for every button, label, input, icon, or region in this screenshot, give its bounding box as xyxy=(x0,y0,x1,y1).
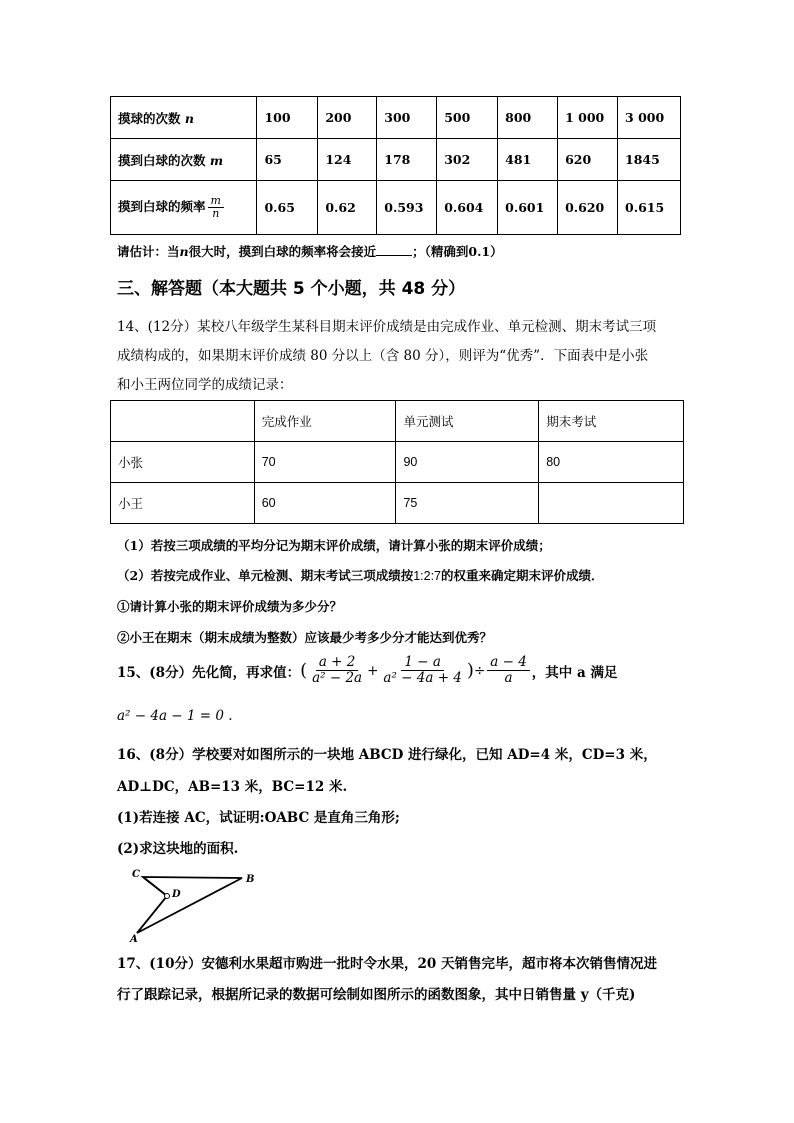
table-cell: 0.604 xyxy=(437,181,498,235)
table-row xyxy=(111,181,681,235)
table-cell: 481 xyxy=(498,139,558,181)
table-cell: 0.593 xyxy=(377,181,437,235)
table-header: 单元测试 xyxy=(396,401,539,442)
table-cell: 60 xyxy=(254,483,396,524)
table-cell: 0.62 xyxy=(318,181,377,235)
table-cell: 0.65 xyxy=(257,181,318,235)
table-header: 期末考试 xyxy=(539,401,684,442)
q14-part2: （2）若按完成作业、单元检测、期末考试三项成绩按1:2:7的权重来确定期末评价成绩． xyxy=(117,568,604,583)
table-cell: 65 xyxy=(257,139,318,181)
row-label: 摸到白球的频率 $\frac{m}{n}$ xyxy=(111,181,257,235)
table-cell: 3 000 xyxy=(618,97,681,139)
table-cell: 124 xyxy=(318,139,377,181)
table-cell: 500 xyxy=(437,97,498,139)
table-cell: 302 xyxy=(437,139,498,181)
label-a: A xyxy=(130,934,138,945)
table-cell xyxy=(539,483,684,524)
q16-line4: (2)求这块地的面积. xyxy=(117,841,239,857)
table-cell: 90 xyxy=(396,442,539,483)
q16-line1: 16、(8分）学校要对如图所示的一块地 ABCD 进行绿化，已知 AD=4 米，CD=3 米， xyxy=(117,747,657,763)
table-row xyxy=(111,442,684,483)
fraction: $\frac{1 - a}{\text{a² − 4a + 4}}$ xyxy=(383,654,462,686)
q14-line1: 14、(12分）某校八年级学生某科目期末评价成绩是由完成作业、单元检测、期末考试三项 xyxy=(117,319,657,335)
table-row xyxy=(111,483,684,524)
table-cell: 70 xyxy=(254,442,396,483)
q14-line3: 和小王两位同学的成绩记录： xyxy=(117,377,293,393)
table-cell: 75 xyxy=(396,483,539,524)
label-c: C xyxy=(132,869,140,880)
table-cell: 小王 xyxy=(111,483,255,524)
q17-line2: 行了跟踪记录，根据所记录的数据可绘制如图所示的函数图象，其中日销售量 y（千克) xyxy=(117,987,636,1003)
right-angle-marker xyxy=(165,894,170,899)
estimate-line: 请估计：当n很大时，摸到白球的频率将会接近 ；（精确到0.1） xyxy=(117,244,503,259)
q17-line1: 17、(10分）安德利水果超市购进一批时令水果，20 天销售完毕，超市将本次销售情况进 xyxy=(117,956,657,972)
score-table xyxy=(110,400,684,524)
fraction: $\frac{a + 2}{\text{a² − 2a}}$ xyxy=(312,654,363,686)
row-label: 摸到白球的次数 m xyxy=(111,139,257,181)
table-cell: 0.615 xyxy=(618,181,681,235)
diagonal-ac xyxy=(143,877,167,896)
q15-line1: 15、(8分）先化简，再求值： ( $\frac{a + 2}{\text{a² − 2a}}$ + $\frac{1 - a}{\text{a² − 4a + 4}}$ ) ÷ $\frac{a - 4}{a}$ ，其中 a 满足 xyxy=(117,654,618,686)
table-cell: 620 xyxy=(558,139,618,181)
table-cell: 1845 xyxy=(618,139,681,181)
answer-blank xyxy=(376,243,412,256)
table-row xyxy=(111,97,681,139)
table-cell: 0.620 xyxy=(558,181,618,235)
table-cell: 300 xyxy=(377,97,437,139)
table-header-row xyxy=(111,401,684,442)
q14-line2: 成绩构成的，如果期末评价成绩 80 分以上（含 80 分），则评为“优秀”．下面表中是小张 xyxy=(117,348,649,364)
table-cell: 178 xyxy=(377,139,437,181)
table-cell: 0.601 xyxy=(498,181,558,235)
table-cell: 800 xyxy=(498,97,558,139)
table-cell: 200 xyxy=(318,97,377,139)
quadrilateral-figure xyxy=(125,865,265,945)
q16-line3: (1)若连接 AC，试证明:OABC 是直角三角形; xyxy=(117,810,400,826)
table-header: 完成作业 xyxy=(254,401,396,442)
table-cell: 100 xyxy=(257,97,318,139)
frequency-table xyxy=(110,96,681,235)
label-b: B xyxy=(246,874,255,885)
fraction: $\frac{a - 4}{a}$ xyxy=(487,655,530,686)
table-cell: 小张 xyxy=(111,442,255,483)
table-header xyxy=(111,401,255,442)
q16-line2: AD⊥DC，AB=13 米，BC=12 米. xyxy=(117,779,348,795)
q14-part4: ②小王在期末（期末成绩为整数）应该最少考多少分才能达到优秀？ xyxy=(117,630,493,645)
table-cell: 1 000 xyxy=(558,97,618,139)
fraction: $\frac{m}{n}$ xyxy=(208,195,224,220)
table-row xyxy=(111,139,681,181)
table-cell: 80 xyxy=(539,442,684,483)
section-title: 三、解答题（本大题共 5 个小题，共 48 分） xyxy=(117,279,466,299)
label-d: D xyxy=(172,889,181,900)
q14-part1: （1）若按三项成绩的平均分记为期末评价成绩，请计算小张的期末评价成绩； xyxy=(117,538,551,553)
row-label: 摸球的次数 n xyxy=(111,97,257,139)
q14-part3: ①请计算小张的期末评价成绩为多少分？ xyxy=(117,599,343,614)
q15-equation: a² − 4a − 1 = 0 . xyxy=(117,708,233,724)
